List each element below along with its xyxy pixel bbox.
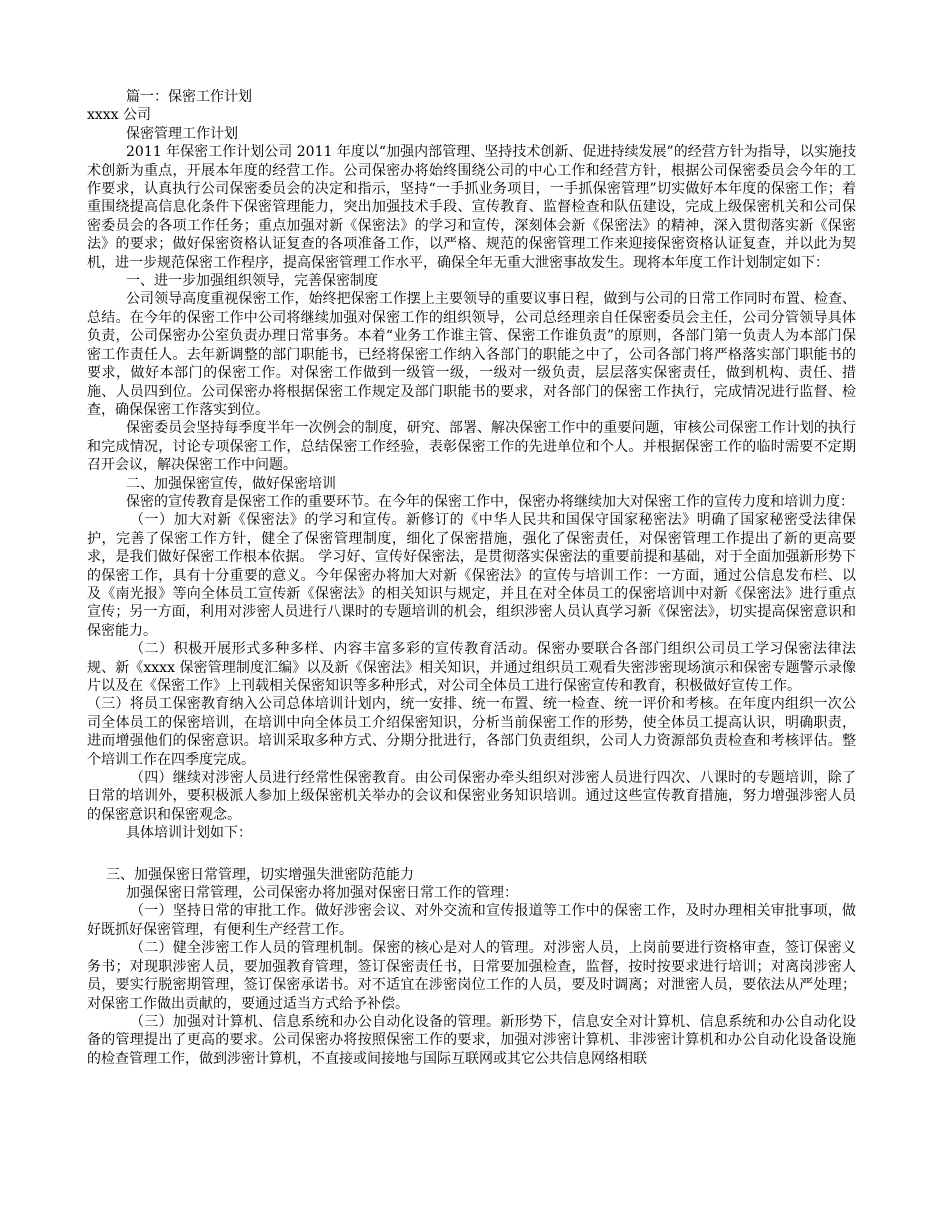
section2-item-3: （三）将员工保密教育纳入公司总体培训计划内，统一安排、统一布置、统一检查、统一评价和考核。在年度内组织一次公司全体员工的保密培训，在培训中向全体员工介绍保密知识，分析当前保密工作的形势，使全体员工提高认识，明确职责，进而增强他们的保密意识。培训采取多种方式、分期分批进行，各部门负责组织，公司人力资源部负责检查和考核评估。整个培训工作在四季度完成。 — [87, 696, 856, 768]
section1-paragraph-2: 保密委员会坚持每季度半年一次例会的制度，研究、部署、解决保密工作中的重要问题，审核公司保密工作计划的执行和完成情况，讨论专项保密工作，总结保密工作经验，表彰保密工作的先进单位和个人。并根据保密工作的临时需要不定期召开会议，解决保密工作中问题。 — [87, 420, 856, 474]
section3-intro: 加强保密日常管理，公司保密办将加强对保密日常工作的管理： — [126, 885, 518, 902]
section3-item-3: （三）加强对计算机、信息系统和办公自动化设备的管理。新形势下，信息安全对计算机、信息系统和办公自动化设备的管理提出了更高的要求。公司保密办将按照保密工作的要求，加强对涉密计算机、非涉密计算机和办公自动化设备设施的检查管理工作，做到涉密计算机，不直接或间接地与国际互联网或其它公共信息网络相联 — [87, 1013, 856, 1067]
section2-item-4: （四）继续对涉密人员进行经常性保密教育。由公司保密办牵头组织对涉密人员进行四次、八课时的专题培训，除了日常的培训外，要积极派人参加上级保密机关举办的会议和保密业务知识培训。通过这些宣传教育措施，努力增强涉密人员的保密意识和保密观念。 — [87, 770, 856, 823]
document-subtitle: 保密管理工作计划 — [126, 125, 238, 142]
section2-plan: 具体培训计划如下： — [126, 825, 252, 842]
section2-intro: 保密的宣传教育是保密工作的重要环节。在今年的保密工作中，保密办将继续加大对保密工作的宣传力度和培训力度： — [126, 493, 854, 510]
section2-title: 二、加强保密宣传，做好保密培训 — [126, 475, 336, 492]
paragraph-gap — [87, 843, 856, 866]
section3-item-2: （二）健全涉密工作人员的管理机制。保密的核心是对人的管理。对涉密人员，上岗前要进行资格审查，签订保密义务书；对现职涉密人员，要加强教育管理，签订保密责任书，日常要加强检查，监督，按时按要求进行培训；对离岗涉密人员，要实行脱密期管理，签订保密承诺书。对不适宜在涉密岗位工作的人员，要及时调离；对泄密人员，要依法从严处理；对保密工作做出贡献的，要通过适当方式给予补偿。 — [87, 940, 856, 1012]
section1-title: 一、进一步加强组织领导，完善保密制度 — [126, 273, 378, 290]
section3-item-1: （一）坚持日常的审批工作。做好涉密会议、对外交流和宣传报道等工作中的保密工作，及时办理相关审批事项，做好既抓好保密管理，有便利生产经营工作。 — [87, 903, 856, 938]
intro-paragraph: 2011 年保密工作计划公司 2011 年度以“加强内部管理、坚持技术创新、促进持续发展”的经营方针为指导，以实施技术创新为重点，开展本年度的经营工作。公司保密办将始终围绕公司的中心工作和经营方针，根据公司保密委员会今年的工作要求，认真执行公司保密委员会的决定和指示，坚持“一手抓业务项目，一手抓保密管理”切实做好本年度的保密工作；着重围绕提高信息化条件下保密管理能力，突出加强技术手段、宣传教育、监督检查和队伍建设，完成上级保密机关和公司保密委员会的各项工作任务；重点加强对新《保密法》的学习和宣传，深刻体会新《保密法》的精神，深入贯彻落实新《保密法》的要求；做好保密资格认证复查的各项准备工作，以严格、规范的保密管理工作来迎接保密资格认证复查，并以此为契机，进一步规范保密工作程序，提高保密管理工作水平，确保全年无重大泄密事故发生。现将本年度工作计划制定如下： — [87, 144, 856, 271]
company-name: xxxx 公司 — [87, 107, 152, 124]
section2-item-2: （二）积极开展形式多种多样、内容丰富多彩的宣传教育活动。保密办要联合各部门组织公司员工学习保密法律法规、新《xxxx 保密管理制度汇编》以及新《保密法》相关知识，并通过组织员工观看失密涉密现场演示和保密专题警示录像片以及在《保密工作》上刊载相关保密知识等多种形式，对公司全体员工进行保密宣传和教育，积极做好宣传工作。 — [87, 641, 856, 694]
section2-item-1: （一）加大对新《保密法》的学习和宣传。新修订的《中华人民共和国保守国家秘密法》明确了国家秘密受法律保护，完善了保密工作方针，健全了保密管理制度，细化了保密措施，强化了保密责任，对保密管理工作提出了新的更高要求，是我们做好保密工作根本依据。 学习好、宣传好保密法，是贯彻落实保密法的重要前提和基础，对于全面加强新形势下的保密工作，具有十分重要的意义。今年保密办将加大对新《保密法》的宣传与培训工作：一方面，通过公信息发布栏、以及《南光报》等向全体员工宣传新《保密法》的相关知识与规定，并且在对全体员工的保密培训中对新《保密法》进行重点宣传；另一方面，利用对涉密人员进行八课时的专题培训的机会，组织涉密人员认真学习新《保密法》，切实提高保密意识和保密能力。 — [87, 512, 856, 639]
document-heading: 篇一：保密工作计划 — [126, 89, 252, 105]
section1-paragraph-1: 公司领导高度重视保密工作，始终把保密工作摆上主要领导的重要议事日程，做到与公司的日常工作同时布置、检查、总结。在今年的保密工作中公司将继续加强对保密工作的组织领导，公司总经理亲自任保密委员会主任，公司分管领导具体负责，公司保密办公室负责办理日常事务。本着“业务工作谁主管、保密工作谁负责”的原则，各部门第一负责人为本部门保密工作责任人。去年新调整的部门职能书，已经将保密工作纳入各部门的职能之中了，公司各部门将严格落实部门职能书的要求，做好本部门的保密工作。对保密工作做到一级管一级，一级对一级负责，层层落实保密责任，做到机构、责任、措施、人员四到位。公司保密办将根据保密工作规定及部门职能书的要求，对各部门的保密工作执行，完成情况进行监督、检查，确保保密工作落实到位。 — [87, 291, 856, 418]
section3-title: 三、加强保密日常管理，切实增强失泄密防范能力 — [106, 866, 414, 883]
